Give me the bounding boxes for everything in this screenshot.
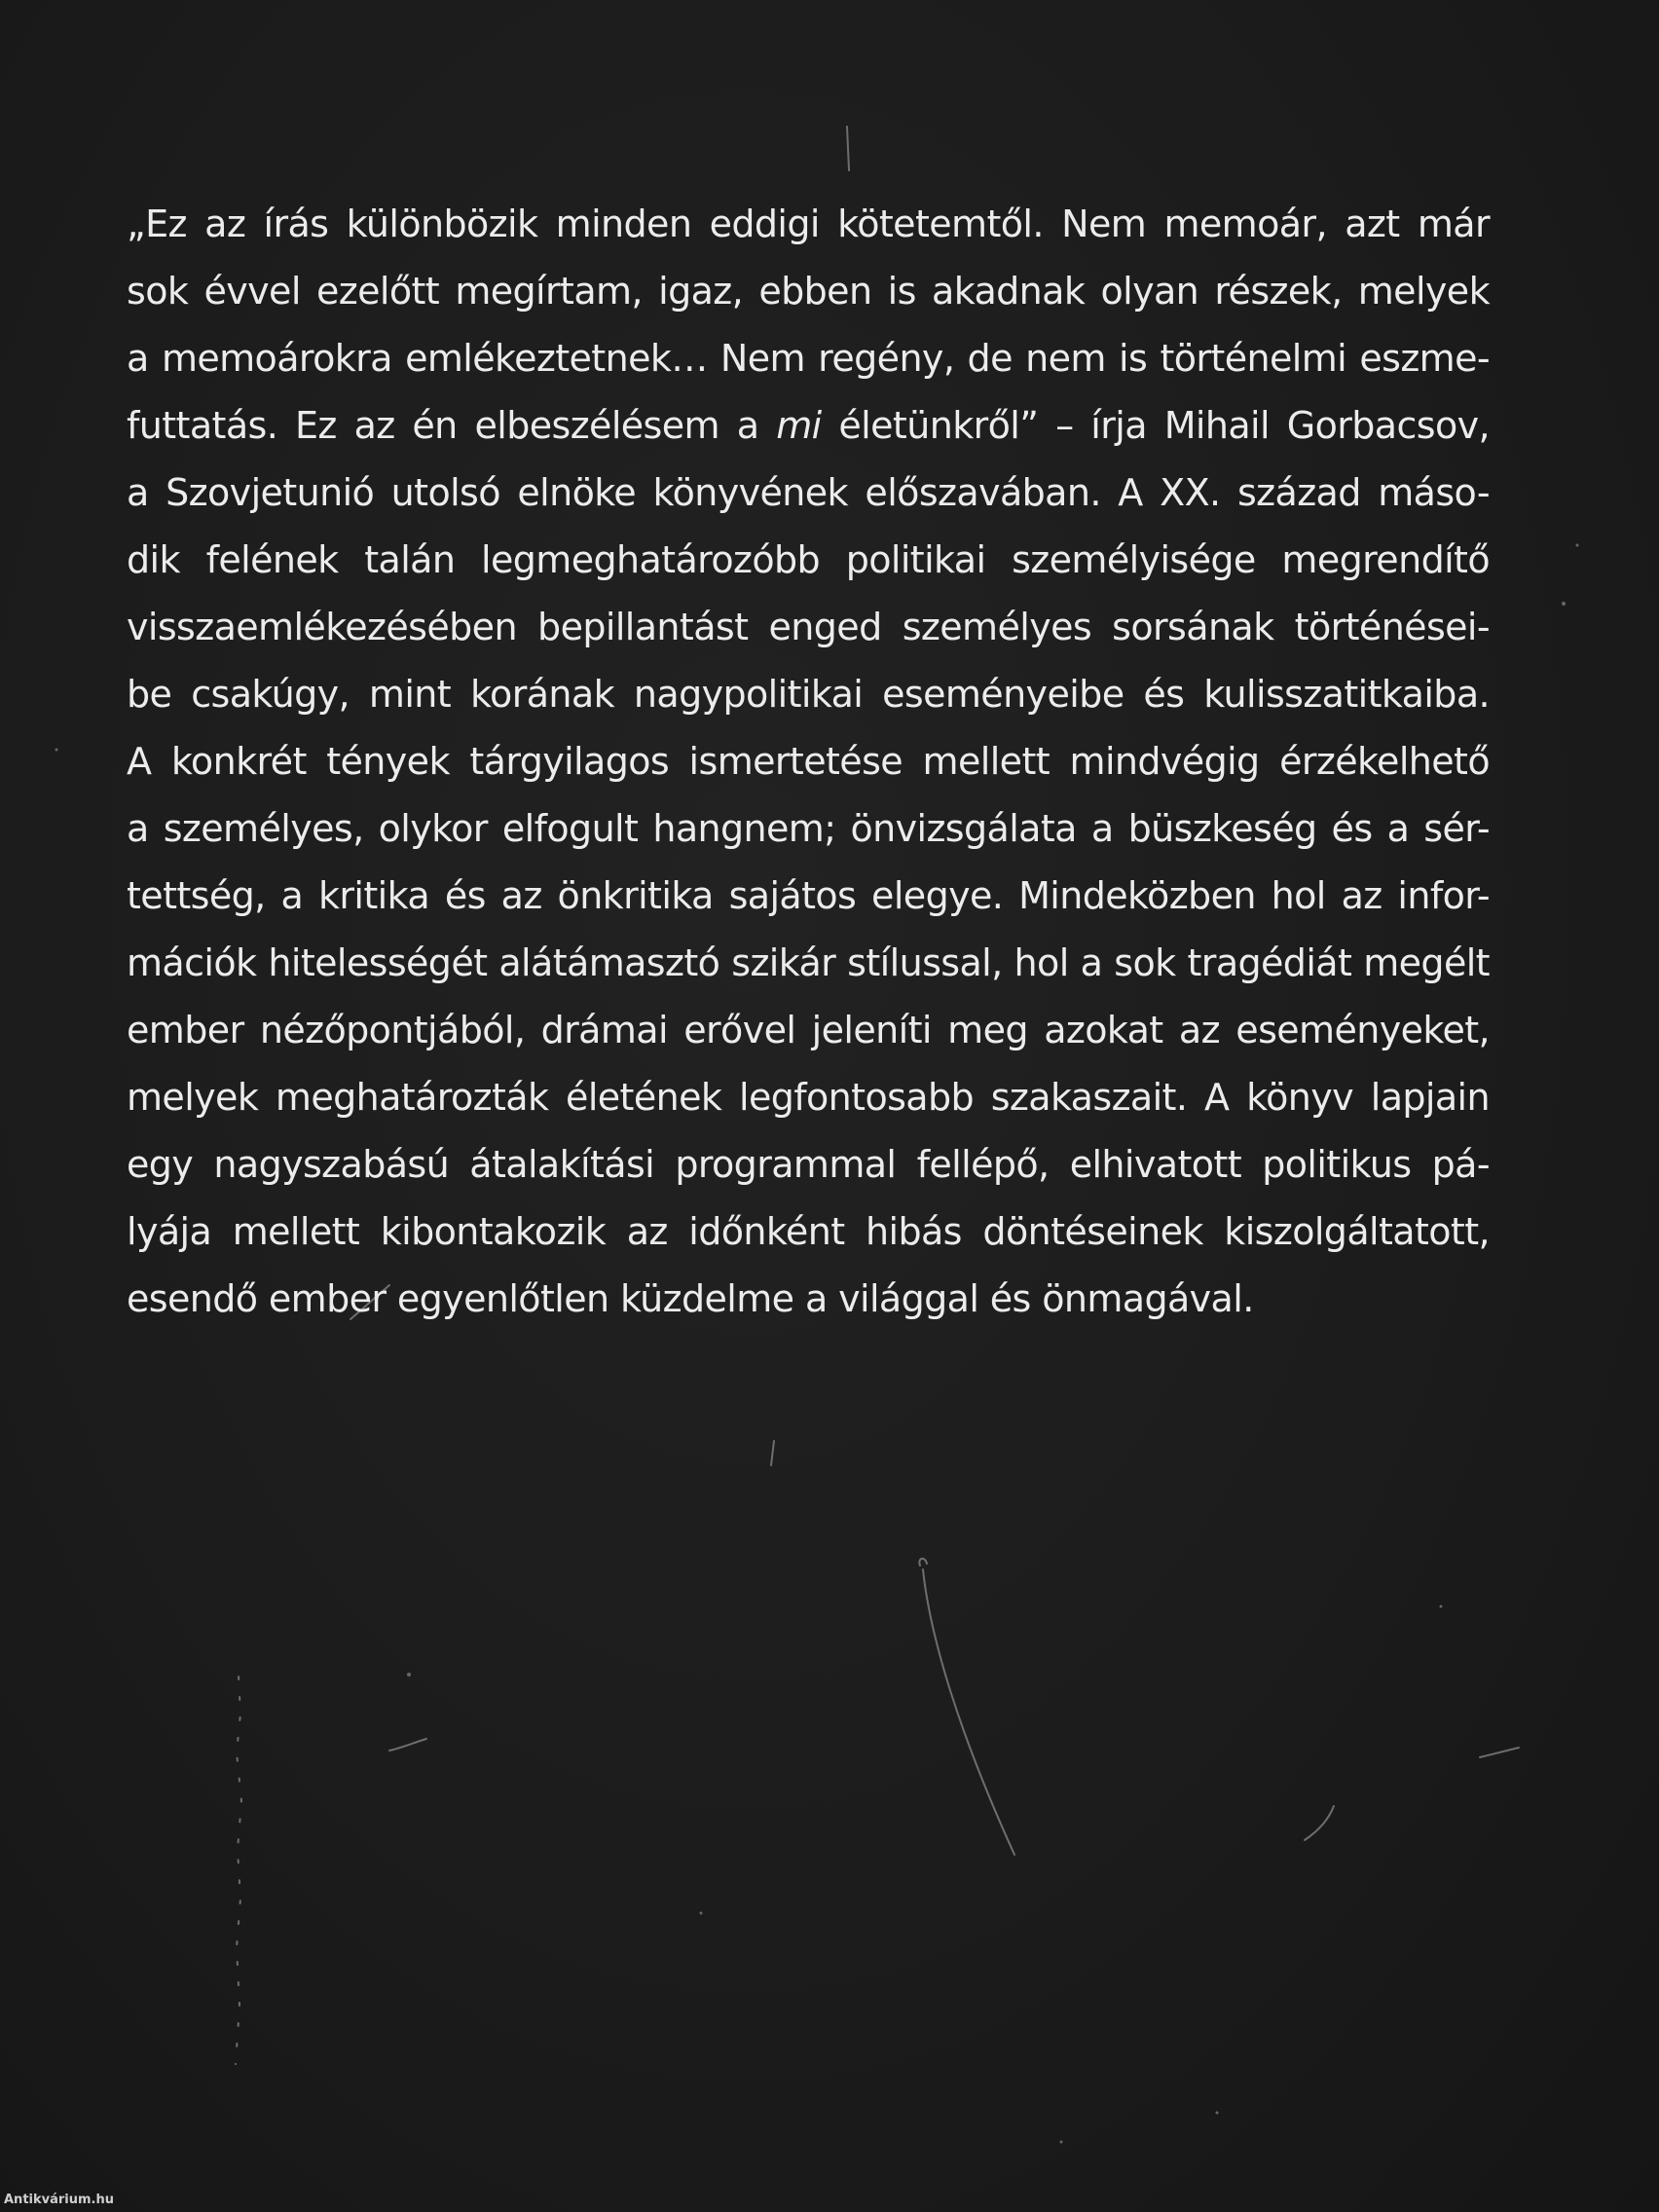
blurb-line: be csakúgy, mint korának nagypolitikai eseményeibe és kulisszatitkaiba. [127, 673, 1490, 716]
blurb-line: tettség, a kritika és az önkritika sajátos elegye. Mindeközben hol az infor- [127, 874, 1490, 917]
blurb-line: „Ez az írás különbözik minden eddigi kötetemtől. Nem memoár, azt már [127, 203, 1490, 245]
blurb-line: melyek meghatározták életének legfontosabb szakaszait. A könyv lapjain [127, 1076, 1490, 1119]
blurb-line: sok évvel ezelőtt megírtam, igaz, ebben is akadnak olyan részek, melyek [127, 270, 1490, 313]
blurb-line-start: futtatás. Ez az én elbeszélésem a [127, 404, 777, 447]
blurb-line [127, 392, 1490, 460]
blurb-line: lyája mellett kibontakozik az időnként hibás döntéseinek kiszolgáltatott, [127, 1210, 1490, 1253]
blurb-line: a memoárokra emlékeztetnek… Nem regény, de nem is történelmi eszme- [127, 337, 1490, 380]
blurb-line: a Szovjetunió utolsó elnöke könyvének előszavában. A XX. század máso- [127, 471, 1490, 514]
watermark: Antikvárium.hu [4, 2193, 114, 2207]
blurb-line: A konkrét tények tárgyilagos ismertetése mellett mindvégig érzékelhető [127, 740, 1490, 783]
blurb-italic-word: mi [776, 404, 822, 447]
blurb-line: egy nagyszabású átalakítási programmal fellépő, elhivatott politikus pá- [127, 1143, 1490, 1186]
blurb-line: visszaemlékezésében bepillantást enged személyes sorsának történései- [127, 606, 1490, 648]
blurb-line: esendő ember egyenlőtlen küzdelme a világgal és önmagával. [127, 1277, 1254, 1320]
blurb-line: a személyes, olykor elfogult hangnem; önvizsgálata a büszkeség és a sér- [127, 807, 1490, 850]
back-cover-blurb [127, 191, 1490, 1333]
blurb-line: ember nézőpontjából, drámai erővel jeleníti meg azokat az eseményeket, [127, 1009, 1490, 1051]
blurb-line: dik felének talán legmeghatározóbb politikai személyisége megrendítő [127, 538, 1490, 581]
blurb-line: mációk hitelességét alátámasztó szikár stílussal, hol a sok tragédiát megélt [127, 941, 1490, 984]
blurb-line-end: életünkről” – írja Mihail Gorbacsov, [821, 404, 1490, 447]
